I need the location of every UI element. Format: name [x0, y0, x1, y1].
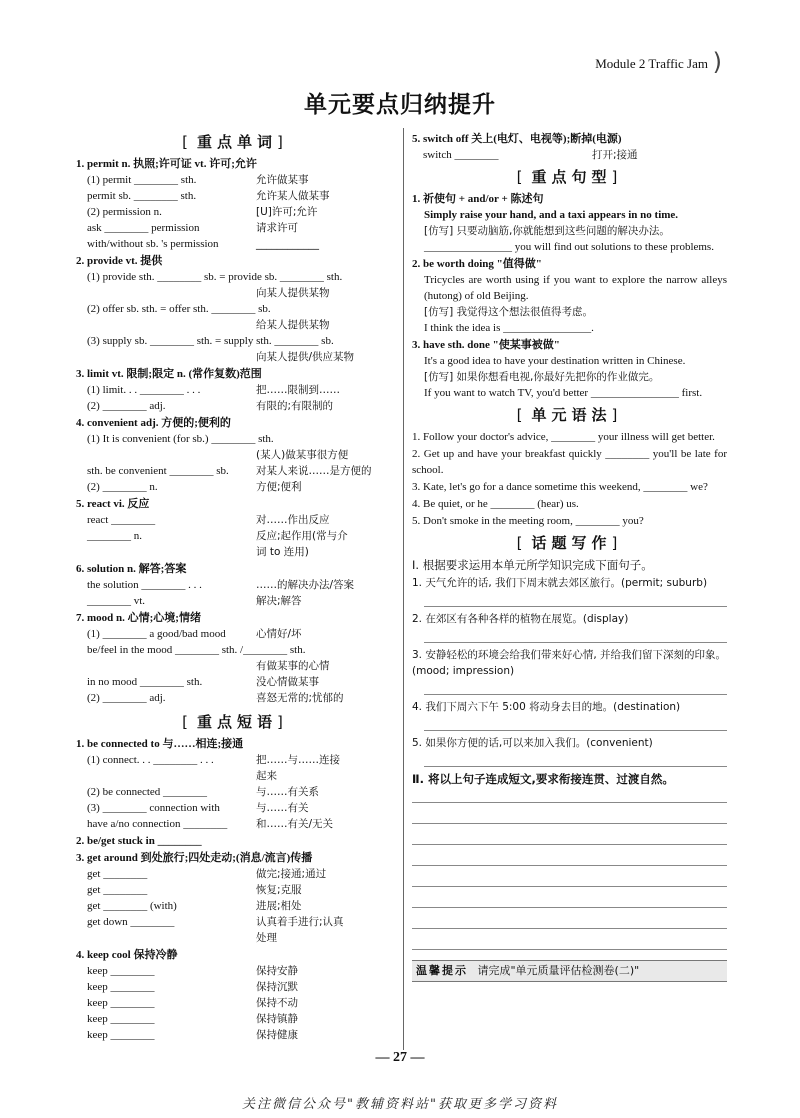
- sentence-1-example: Simply raise your hand, and a taxi appears in no time.: [424, 209, 679, 221]
- word-entry-english: with/without sb. 's permission: [87, 238, 219, 250]
- sentence-2-example: Tricycles are worth using if you want to explore the narrow alleys (hutong) of old Beijing.: [424, 274, 727, 302]
- phrase-entry-chinese: 保持健康: [256, 1029, 298, 1041]
- essay-line[interactable]: [412, 871, 727, 887]
- word-entry-heading: 7. mood n. 心情;心境;情绪: [76, 612, 201, 624]
- phrase-entry-english: get ________: [87, 884, 148, 896]
- answer-line[interactable]: [424, 751, 727, 767]
- word-entry-english: ask ________ permission: [87, 222, 200, 234]
- word-entry-english: [76, 317, 256, 333]
- section-heading-grammar: [ 单元语法 ]: [412, 407, 727, 425]
- sentence-3-example: It's a good idea to have your destination written in Chinese.: [424, 355, 686, 367]
- answer-line[interactable]: [424, 591, 727, 607]
- word-entry-english: be/feel in the mood ________ sth. /________ sth.: [87, 644, 306, 656]
- phrase-entry-chinese: 恢复;克服: [256, 884, 302, 896]
- word-entry-english: (2) ________ n.: [87, 481, 158, 493]
- footer-notice: 关注微信公众号"教辅资料站"获取更多学习资料: [242, 1097, 558, 1112]
- word-entry-chinese: 有限的;有限制的: [256, 400, 334, 412]
- word-entry-row: [76, 690, 394, 706]
- word-entry-chinese: (某人)做某事很方便: [256, 449, 349, 461]
- writing-item: 1. 天气允许的话, 我们下周末就去郊区旅行。(permit; suburb): [412, 577, 708, 589]
- word-entry-heading: 6. solution n. 解答;答案: [76, 563, 187, 575]
- column-divider: [403, 128, 404, 1050]
- phrase-entry-chinese: 保持安静: [256, 965, 298, 977]
- writing-item: 3. 安静轻松的环境会给我们带来好心情, 并给我们留下深刻的印象。(mood; impression): [412, 649, 727, 677]
- words-list: [76, 156, 394, 706]
- essay-line[interactable]: [412, 787, 727, 803]
- word-entry-english: [76, 285, 256, 301]
- word-entry-english: the solution ________ . . .: [87, 579, 202, 591]
- word-entry-row: [76, 349, 394, 365]
- writing-part-2-heading: Ⅱ. 将以上句子连成短文,要求衔接连贯、过渡自然。: [412, 772, 674, 786]
- word-entry-chinese: 对……作出反应: [256, 514, 330, 526]
- word-entry-row: [76, 674, 394, 690]
- section-heading-sentences: [ 重点句型 ]: [412, 169, 727, 187]
- word-entry-row: [76, 269, 394, 285]
- phrase-entry-row: [76, 1011, 394, 1027]
- word-entry-chinese: 反应;起作用(常与介: [256, 530, 348, 542]
- word-entry-chinese: 词 to 连用): [256, 546, 309, 558]
- phrase-entry-row: [76, 995, 394, 1011]
- word-entry-row: [76, 528, 394, 544]
- word-entry-chinese: 方便;便利: [256, 481, 302, 493]
- phrase-entry-english: get down ________: [87, 916, 175, 928]
- running-header: [0, 48, 800, 78]
- word-entry-english: (2) ________ adj.: [87, 692, 166, 704]
- page-title: 单元要点归纳提升: [304, 92, 496, 118]
- word-entry-row: [76, 285, 394, 301]
- word-entry-row: [76, 642, 394, 658]
- word-entry-heading: 3. limit vt. 限制;限定 n. (常作复数)范围: [76, 368, 262, 380]
- word-entry-english: react ________: [87, 514, 156, 526]
- phrase-entry-row: [76, 816, 394, 832]
- phrase-5-row: switch ________ 打开;接通: [423, 149, 638, 161]
- phrase-entry-chinese: 处理: [256, 932, 277, 944]
- tip-text: 请完成"单元质量评估检测卷(二)": [477, 964, 640, 977]
- word-entry-row: [76, 236, 394, 252]
- word-entry-chinese: [U]许可;允许: [256, 206, 318, 218]
- phrase-entry-row: [76, 898, 394, 914]
- section-heading-words: [ 重点单词 ]: [76, 134, 394, 152]
- phrase-entry-chinese: 起来: [256, 770, 277, 782]
- word-entry-heading: 5. react vi. 反应: [76, 498, 150, 510]
- phrase-entry-english: (1) connect. . . ________ . . .: [87, 754, 214, 766]
- phrase-entry-english: (3) ________ connection with: [87, 802, 220, 814]
- sentence-2-fill: I think the idea is ________________.: [424, 322, 594, 334]
- word-entry-row: [76, 188, 394, 204]
- sentence-1-heading: 1. 祈使句 + and/or + 陈述句: [412, 193, 544, 205]
- word-entry-english: (2) ________ adj.: [87, 400, 166, 412]
- word-entry-row: [76, 512, 394, 528]
- answer-line[interactable]: [424, 715, 727, 731]
- word-entry-chinese: 喜怒无常的;忧郁的: [256, 692, 344, 704]
- essay-line[interactable]: [412, 808, 727, 824]
- word-entry-english: ________ vt.: [87, 595, 146, 607]
- grammar-item: 4. Be quiet, or he ________ (hear) us.: [412, 498, 579, 510]
- word-entry-english: (1) provide sth. ________ sb. = provide sb. ________ sth.: [87, 271, 343, 283]
- word-entry-row: [76, 577, 394, 593]
- word-entry-heading: 2. provide vt. 提供: [76, 255, 163, 267]
- word-entry-chinese: ____________: [256, 238, 319, 250]
- phrase-entry-row: [76, 752, 394, 768]
- essay-line[interactable]: [412, 850, 727, 866]
- grammar-item: 1. Follow your doctor's advice, ________ your illness will get better.: [412, 431, 715, 443]
- phrase-entry-english: keep ________: [87, 981, 155, 993]
- sentence-1-fill: ________________ you will find out solutions to these problems.: [424, 241, 714, 253]
- answer-line[interactable]: [424, 627, 727, 643]
- phrase-entry-chinese: 把……与……连接: [256, 754, 340, 766]
- word-entry-chinese: 给某人提供某物: [256, 319, 330, 331]
- grammar-item: 2. Get up and have your breakfast quickly ________ you'll be late for school.: [412, 448, 727, 476]
- sentence-1-imitate: [仿写] 只要动脑筋,你就能想到这些问题的解决办法。: [424, 225, 670, 237]
- word-entry-english: (3) supply sb. ________ sth. = supply sth. ________ sb.: [87, 335, 334, 347]
- word-entry-chinese: 没心情做某事: [256, 676, 319, 688]
- word-entry-row: [76, 447, 394, 463]
- phrase-entry-row: [76, 979, 394, 995]
- word-entry-english: ________ n.: [87, 530, 142, 542]
- phrase-entry-heading: 3. get around 到处旅行;四处走动;(消息/流言)传播: [76, 852, 313, 864]
- phrase-entry-row: [76, 866, 394, 882]
- phrase-entry-row: [76, 800, 394, 816]
- word-entry-row: [76, 382, 394, 398]
- word-entry-chinese: 请求许可: [256, 222, 298, 234]
- phrase-entry-chinese: 做完;接通;通过: [256, 868, 327, 880]
- phrase-entry-chinese: 和……有关/无关: [256, 818, 334, 830]
- phrase-entry-row: [76, 930, 394, 946]
- word-entry-english: [76, 658, 256, 674]
- sentence-2-imitate: [仿写] 我觉得这个想法很值得考虑。: [424, 306, 594, 318]
- word-entry-chinese: ……的解决办法/答案: [256, 579, 355, 591]
- word-entry-chinese: 解决;解答: [256, 595, 302, 607]
- word-entry-english: [76, 447, 256, 463]
- word-entry-chinese: 向某人提供/供应某物: [256, 351, 355, 363]
- grammar-item: 3. Kate, let's go for a dance sometime this weekend, ________ we?: [412, 481, 708, 493]
- sentence-3-imitate: [仿写] 如果你想看电视,你最好先把你的作业做完。: [424, 371, 660, 383]
- word-entry-heading: 1. permit n. 执照;许可证 vt. 许可;允许: [76, 158, 257, 170]
- phrase-entry-english: (2) be connected ________: [87, 786, 208, 798]
- section-heading-writing: [ 话题写作 ]: [412, 535, 727, 553]
- word-entry-english: (1) permit ________ sth.: [87, 174, 197, 186]
- word-entry-row: [76, 479, 394, 495]
- phrase-5-heading: 5. switch off 关上(电灯、电视等);断掉(电源): [412, 133, 622, 145]
- word-entry-chinese: 允许做某事: [256, 174, 309, 186]
- sentence-3-heading: 3. have sth. done "使某事被做": [412, 339, 560, 351]
- word-entry-chinese: 有做某事的心情: [256, 660, 330, 672]
- phrase-entry-english: [76, 768, 256, 784]
- word-entry-row: [76, 172, 394, 188]
- word-entry-row: [76, 398, 394, 414]
- word-entry-row: [76, 658, 394, 674]
- phrase-entry-english: keep ________: [87, 1013, 155, 1025]
- phrase-entry-english: have a/no connection ________: [87, 818, 228, 830]
- word-entry-english: (2) offer sb. sth. = offer sth. ________ sb.: [87, 303, 271, 315]
- phrase-entry-row: [76, 784, 394, 800]
- answer-line[interactable]: [424, 679, 727, 695]
- phrase-entry-row: [76, 882, 394, 898]
- phrases-list: [76, 736, 394, 1043]
- word-entry-english: (1) ________ a good/bad mood: [87, 628, 226, 640]
- grammar-item: 5. Don't smoke in the meeting room, ________ you?: [412, 515, 644, 527]
- word-entry-row: [76, 431, 394, 447]
- phrase-entry-english: get ________: [87, 868, 148, 880]
- word-entry-row: [76, 301, 394, 317]
- phrase-entry-chinese: 保持镇静: [256, 1013, 298, 1025]
- word-entry-row: [76, 333, 394, 349]
- phrase-entry-chinese: 与……有关系: [256, 786, 319, 798]
- word-entry-english: sth. be convenient ________ sb.: [87, 465, 229, 477]
- phrase-entry-english: keep ________: [87, 1029, 155, 1041]
- grammar-list: [412, 429, 727, 529]
- sentence-2-heading: 2. be worth doing "值得做": [412, 258, 542, 270]
- phrase-entry-english: get ________ (with): [87, 900, 177, 912]
- sentence-3-fill: If you want to watch TV, you'd better ________________ first.: [424, 387, 703, 399]
- word-entry-english: in no mood ________ sth.: [87, 676, 203, 688]
- phrase-entry-chinese: 认真着手进行;认真: [256, 916, 344, 928]
- phrase-entry-english: keep ________: [87, 965, 155, 977]
- writing-item: 2. 在郊区有各种各样的植物在展览。(display): [412, 613, 629, 625]
- writing-part-1-heading: Ⅰ. 根据要求运用本单元所学知识完成下面句子。: [412, 558, 653, 572]
- phrase-entry-chinese: 进展;相处: [256, 900, 302, 912]
- essay-line[interactable]: [412, 934, 727, 950]
- word-entry-chinese: 心情好/坏: [256, 628, 302, 640]
- header-ornament: ): [712, 48, 722, 76]
- phrase-entry-chinese: 保持不动: [256, 997, 298, 1009]
- page-number: — 27 —: [375, 1050, 425, 1065]
- phrase-entry-row: [76, 768, 394, 784]
- phrase-entry-heading: 2. be/get stuck in ________: [76, 835, 202, 847]
- writing-lines: [412, 787, 727, 950]
- word-entry-heading: 4. convenient adj. 方便的;便利的: [76, 417, 231, 429]
- phrase-entry-english: keep ________: [87, 997, 155, 1009]
- word-entry-english: (2) permission n.: [87, 206, 162, 218]
- word-entry-row: [76, 317, 394, 333]
- word-entry-row: [76, 204, 394, 220]
- writing-item: 4. 我们下周六下午 5:00 将动身去目的地。(destination): [412, 701, 681, 713]
- tip-box: [412, 960, 727, 982]
- word-entry-english: [76, 544, 256, 560]
- word-entry-chinese: 对某人来说……是方便的: [256, 465, 372, 477]
- writing-item: 5. 如果你方便的话,可以来加入我们。(convenient): [412, 737, 653, 749]
- right-column: [412, 130, 727, 982]
- word-entry-chinese: 向某人提供某物: [256, 287, 330, 299]
- word-entry-row: [76, 626, 394, 642]
- phrase-entry-row: [76, 963, 394, 979]
- phrase-entry-chinese: 与……有关: [256, 802, 309, 814]
- module-title: Module 2 Traffic Jam: [595, 56, 708, 71]
- phrase-entry-chinese: 保持沉默: [256, 981, 298, 993]
- word-entry-row: [76, 463, 394, 479]
- essay-line[interactable]: [412, 892, 727, 908]
- word-entry-english: (1) It is convenient (for sb.) ________ sth.: [87, 433, 274, 445]
- left-column: [76, 130, 394, 1043]
- section-heading-phrases: [ 重点短语 ]: [76, 714, 394, 732]
- word-entry-chinese: 允许某人做某事: [256, 190, 330, 202]
- word-entry-row: [76, 220, 394, 236]
- word-entry-english: (1) limit. . . ________ . . .: [87, 384, 201, 396]
- word-entry-row: [76, 593, 394, 609]
- phrase-entry-row: [76, 1027, 394, 1043]
- word-entry-chinese: 把……限制到……: [256, 384, 340, 396]
- essay-line[interactable]: [412, 913, 727, 929]
- phrase-entry-row: [76, 914, 394, 930]
- essay-line[interactable]: [412, 829, 727, 845]
- tip-label: 温馨提示: [416, 964, 468, 977]
- word-entry-english: [76, 349, 256, 365]
- word-entry-row: [76, 544, 394, 560]
- word-entry-english: permit sb. ________ sth.: [87, 190, 197, 202]
- phrase-entry-heading: 4. keep cool 保持冷静: [76, 949, 178, 961]
- phrase-entry-english: [76, 930, 256, 946]
- phrase-entry-heading: 1. be connected to 与……相连;接通: [76, 738, 244, 750]
- writing-items: [412, 575, 727, 767]
